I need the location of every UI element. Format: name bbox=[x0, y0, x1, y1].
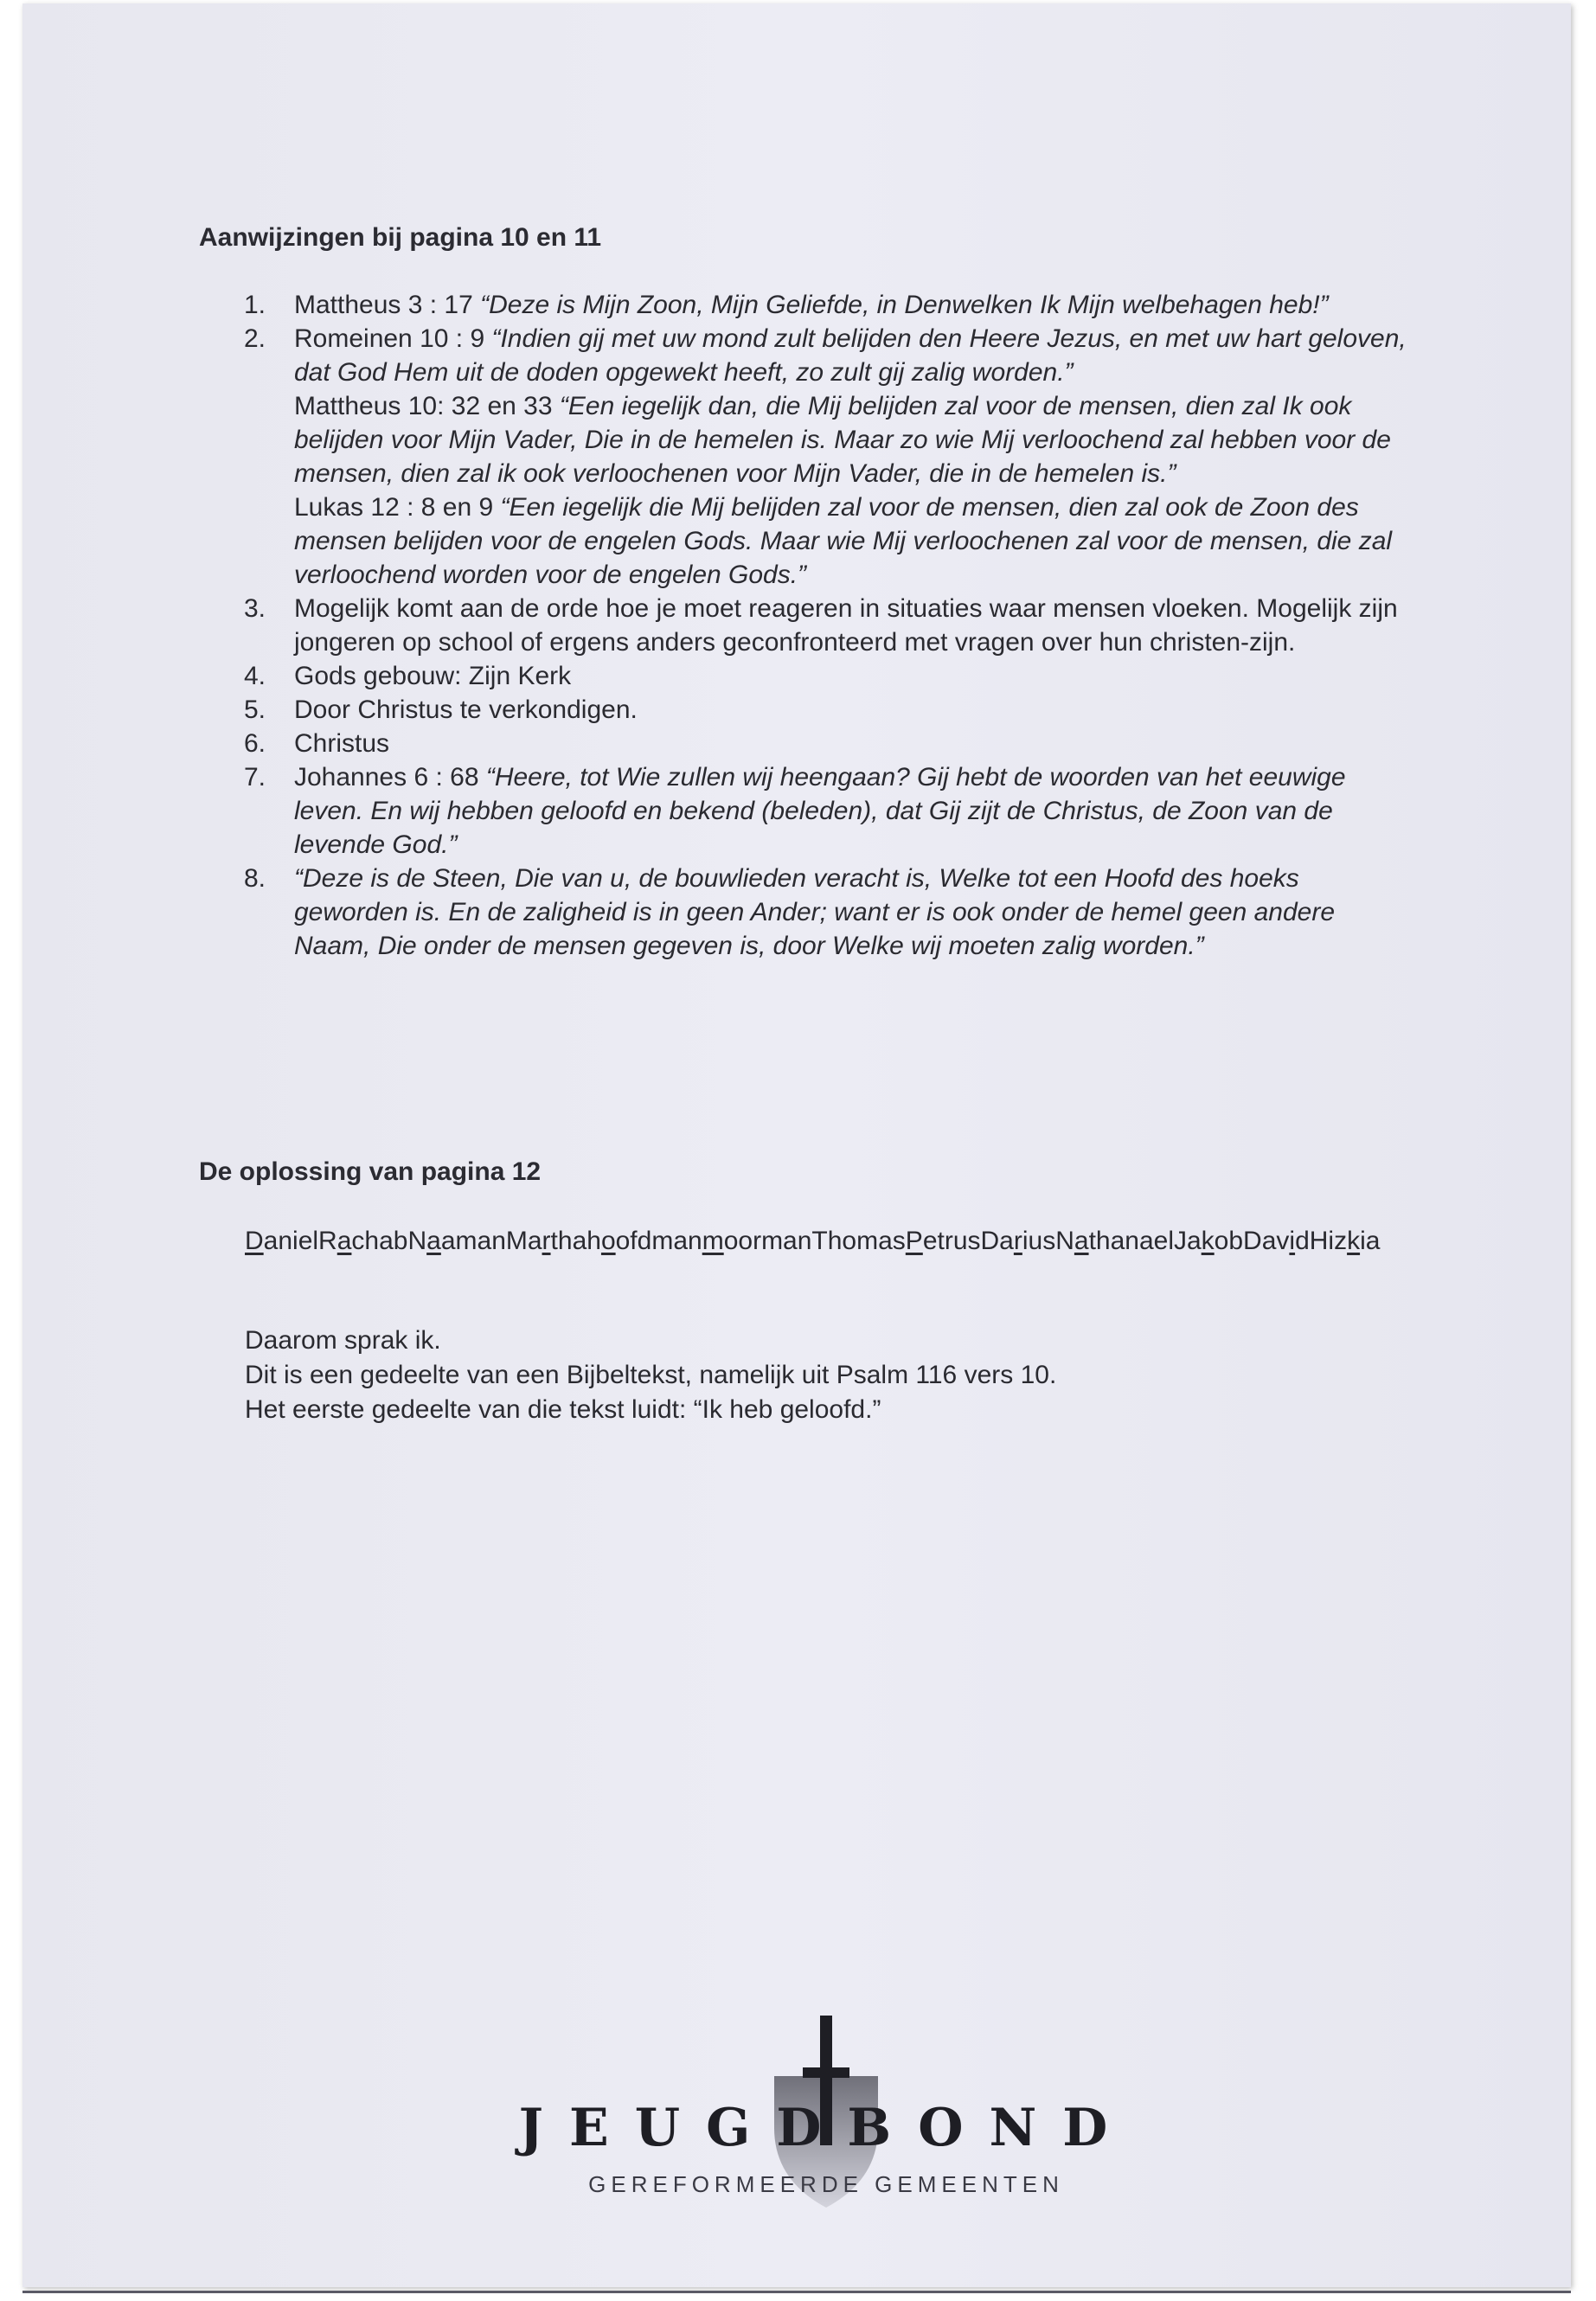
solution-answer bbox=[245, 1324, 1456, 1427]
logo-wordmark: JEUGDBOND bbox=[518, 2098, 1134, 2158]
list-item-number: 5. bbox=[244, 695, 266, 724]
reference-label: Mattheus 10: 32 en 33 bbox=[294, 392, 560, 420]
scripture-quote: “Heere, tot Wie zullen wij heengaan? Gij hebt de woorden van het eeuwige leven. En wij hebben geloofd en bekend (beleden), dat Gij zijt de Christus, de Zoon van de levende God.” bbox=[294, 763, 1346, 859]
list-item-text: Mogelijk komt aan de orde hoe je moet reageren in situaties waar mensen vloeken. Mogelijk zijn jongeren op school of ergens anders geconfronteerd met vragen over hun christen-zijn. bbox=[294, 594, 1398, 657]
highlighted-letter: P bbox=[905, 1227, 923, 1255]
highlighted-letter: m bbox=[702, 1227, 724, 1255]
highlighted-letter: a bbox=[1074, 1227, 1089, 1255]
answer-line: Daarom sprak ik. bbox=[245, 1326, 441, 1355]
list-item bbox=[199, 693, 1410, 727]
puzzle-text: thah bbox=[550, 1227, 601, 1255]
puzzle-text: oormanThomas bbox=[723, 1227, 906, 1255]
list-item-number: 7. bbox=[244, 763, 266, 792]
scripture-reference bbox=[294, 490, 1410, 592]
jeugdbond-logo bbox=[467, 2016, 1185, 2214]
list-item-number: 2. bbox=[244, 324, 266, 353]
reference-label: Romeinen 10 : 9 bbox=[294, 324, 492, 353]
list-item-number: 4. bbox=[244, 662, 266, 690]
scripture-quote: “Deze is de Steen, Die van u, de bouwlieden veracht is, Welke tot een Hoofd des hoeks geworden is. En de zaligheid is in geen Ander; want er is ook onder de hemel geen andere Naam, Die onder de mensen gegeven is, door Welke wij moeten zalig worden.” bbox=[294, 864, 1336, 960]
reference-label: Lukas 12 : 8 en 9 bbox=[294, 493, 501, 522]
highlighted-letter: r bbox=[542, 1227, 551, 1255]
scripture-quote: “Deze is Mijn Zoon, Mijn Geliefde, in Denwelken Ik Mijn welbehagen heb!” bbox=[480, 291, 1329, 319]
list-item-number: 6. bbox=[244, 729, 266, 758]
highlighted-letter: o bbox=[600, 1227, 616, 1255]
highlighted-letter: k bbox=[1347, 1227, 1361, 1255]
hints-list bbox=[199, 288, 1410, 963]
puzzle-text: iusN bbox=[1022, 1227, 1074, 1255]
list-item bbox=[199, 592, 1410, 659]
section-heading-hints: Aanwijzingen bij pagina 10 en 11 bbox=[199, 223, 602, 252]
section-heading-solution: De oplossing van pagina 12 bbox=[199, 1157, 542, 1186]
puzzle-text: thanaelJa bbox=[1088, 1227, 1202, 1255]
scripture-reference bbox=[294, 862, 1410, 963]
highlighted-letter: a bbox=[337, 1227, 352, 1255]
scripture-quote: “Een iegelijk dan, die Mij belijden zal voor de mensen, dien zal Ik ook belijden voor Mijn Vader, Die in de hemelen is. Maar zo wie Mij verloochend zal hebben voor de mensen, dien zal ik ook verloochenen voor Mijn Vader, die in de hemelen is.” bbox=[294, 392, 1391, 488]
list-item bbox=[199, 760, 1410, 862]
scripture-reference bbox=[294, 389, 1410, 490]
list-item bbox=[199, 288, 1410, 322]
scripture-quote: “Een iegelijk die Mij belijden zal voor de mensen, dien zal ook de Zoon des mensen belijden voor de engelen Gods. Maar wie Mij verloochenen zal voor de mensen, die zal verloochend worden voor de engelen Gods.” bbox=[294, 493, 1393, 589]
scripture-reference bbox=[294, 288, 1410, 322]
puzzle-text: ofdman bbox=[615, 1227, 702, 1255]
highlighted-letter: i bbox=[1289, 1227, 1296, 1255]
puzzle-solution-string bbox=[245, 1224, 1395, 1259]
list-item-text: Gods gebouw: Zijn Kerk bbox=[294, 662, 572, 690]
list-item bbox=[199, 659, 1410, 693]
list-item-number: 8. bbox=[244, 864, 266, 893]
paper-edge-line bbox=[22, 2291, 1571, 2293]
puzzle-text: amanMa bbox=[440, 1227, 542, 1255]
list-item-number: 3. bbox=[244, 594, 266, 623]
list-item bbox=[199, 322, 1410, 592]
puzzle-text: ia bbox=[1360, 1227, 1381, 1255]
list-item-text: Door Christus te verkondigen. bbox=[294, 695, 638, 724]
highlighted-letter: D bbox=[245, 1227, 264, 1255]
reference-label: Johannes 6 : 68 bbox=[294, 763, 486, 792]
list-item-number: 1. bbox=[244, 291, 266, 319]
highlighted-letter: a bbox=[426, 1227, 441, 1255]
logo-subtitle: GEREFORMEERDE GEMEENTEN bbox=[588, 2171, 1064, 2197]
reference-label: Mattheus 3 : 17 bbox=[294, 291, 481, 319]
answer-line: Het eerste gedeelte van die tekst luidt: “Ik heb geloofd.” bbox=[245, 1395, 881, 1424]
highlighted-letter: r bbox=[1013, 1227, 1022, 1255]
puzzle-text: dHiz bbox=[1295, 1227, 1348, 1255]
list-item bbox=[199, 727, 1410, 760]
puzzle-text: etrusDa bbox=[922, 1227, 1014, 1255]
scripture-reference bbox=[294, 760, 1410, 862]
puzzle-text: obDav bbox=[1214, 1227, 1290, 1255]
list-item bbox=[199, 862, 1410, 963]
list-item-text: Christus bbox=[294, 729, 390, 758]
scripture-quote: “Indien gij met uw mond zult belijden den Heere Jezus, en met uw hart geloven, dat God Hem uit de doden opgewekt heeft, zo zult gij zalig worden.” bbox=[294, 324, 1407, 387]
highlighted-letter: k bbox=[1201, 1227, 1215, 1255]
puzzle-text: chabN bbox=[351, 1227, 427, 1255]
puzzle-text: anielR bbox=[263, 1227, 337, 1255]
answer-line: Dit is een gedeelte van een Bijbeltekst, namelijk uit Psalm 116 vers 10. bbox=[245, 1361, 1057, 1389]
scripture-reference bbox=[294, 322, 1410, 389]
